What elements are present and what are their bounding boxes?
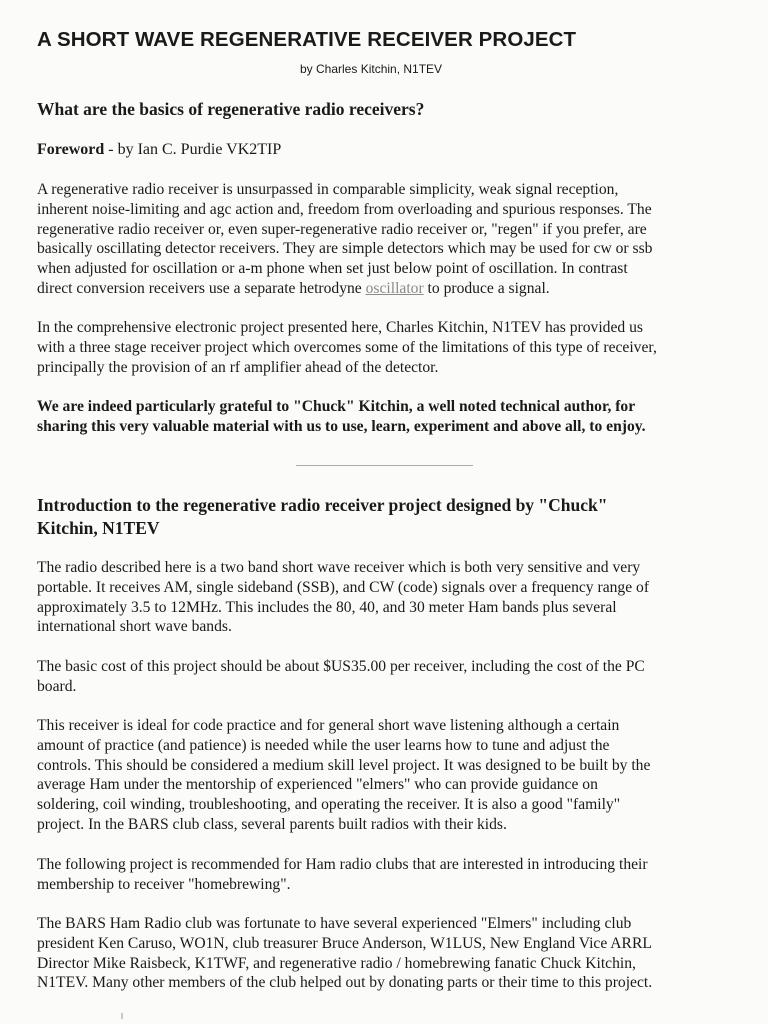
paragraph-project-summary	[37, 318, 752, 377]
text-line: principally the provision of an rf amplifier ahead of the detector.	[37, 358, 439, 376]
text-line: controls. This should be considered a medium skill level project. It was designed to be built by the	[37, 756, 651, 774]
text-line: The radio described here is a two band short wave receiver which is both very sensitive and very	[37, 559, 641, 576]
paragraph-regen-intro	[37, 180, 752, 299]
text-line: amount of practice (and patience) is needed while the user learns how to tune and adjust the	[37, 736, 610, 754]
section-divider	[296, 465, 473, 466]
text-line: when adjusted for oscillation or a-m phone when set just below point of oscillation. In contrast	[37, 260, 628, 278]
text-line: board.	[37, 677, 77, 695]
text-line: Director Mike Raisbeck, K1TWF, and regenerative radio / homebrewing fanatic Chuck Kitchin,	[37, 954, 636, 972]
text-line: inherent noise-limiting and agc action and, freedom from overloading and spurious responses. The	[37, 200, 652, 218]
text-line: In the comprehensive electronic project presented here, Charles Kitchin, N1TEV has provided us	[37, 319, 643, 336]
section-heading-basics: What are the basics of regenerative radio receivers?	[37, 99, 425, 119]
text-line: with a three stage receiver project which overcomes some of the limitations of this type of receiver,	[37, 338, 657, 356]
text-line: The basic cost of this project should be about $US35.00 per receiver, including the cost of the PC	[37, 658, 645, 675]
text-line: N1TEV. Many other members of the club helped out by donating parts or their time to this project.	[37, 974, 653, 992]
text-line: sharing this very valuable material with us to use, learn, experiment and above all, to enjoy.	[37, 417, 646, 435]
foreword-author: - by Ian C. Purdie VK2TIP	[104, 141, 282, 158]
paragraph-skill-level	[37, 716, 752, 835]
text-line: We are indeed particularly grateful to "Chuck" Kitchin, a well noted technical author, for	[37, 398, 636, 415]
text-line: membership to receiver "homebrewing".	[37, 875, 291, 893]
text-line: president Ken Caruso, WO1N, club treasurer Bruce Anderson, W1LUS, New England Vice ARRL	[37, 934, 652, 952]
paragraph-cost	[37, 657, 752, 697]
text-line: approximately 3.5 to 12MHz. This includes the 80, 40, and 30 meter Ham bands plus several	[37, 598, 617, 616]
text-line: soldering, coil winding, troubleshooting, and operating the receiver. It is also a good "family"	[37, 796, 621, 814]
text-line: A regenerative radio receiver is unsurpassed in comparable simplicity, weak signal reception,	[37, 181, 619, 198]
text-line: portable. It receives AM, single sideband (SSB), and CW (code) signals over a frequency range of	[37, 578, 650, 596]
paragraph-club-recommendation	[37, 855, 752, 895]
paragraph-radio-description	[37, 558, 752, 637]
text-fragment: direct conversion receivers use a separate hetrodyne	[37, 279, 366, 297]
text-line: basically oscillating detector receivers. They are simple detectors which may be used for cw or ssb	[37, 240, 653, 258]
scan-speck	[121, 1013, 123, 1019]
heading-line: Kitchin, N1TEV	[37, 518, 160, 538]
paragraph-elmers	[37, 914, 752, 993]
paragraph-acknowledgement	[37, 397, 752, 437]
text-line: This receiver is ideal for code practice and for general short wave listening although a certain	[37, 717, 620, 734]
heading-line: Introduction to the regenerative radio receiver project designed by "Chuck"	[37, 495, 608, 515]
foreword-label: Foreword	[37, 141, 105, 158]
text-line: regenerative radio receiver or, even super-regenerative radio receiver or, "regen" if you prefer, are	[37, 220, 647, 238]
text-line: The following project is recommended for Ham radio clubs that are interested in introducing their	[37, 856, 648, 873]
section-heading-introduction	[37, 494, 737, 540]
oscillator-link[interactable]: oscillator	[365, 279, 424, 297]
document-title: A SHORT WAVE REGENERATIVE RECEIVER PROJECT	[37, 28, 577, 51]
byline: by Charles Kitchin, N1TEV	[300, 62, 443, 76]
text-line: The BARS Ham Radio club was fortunate to have several experienced "Elmers" including club	[37, 915, 632, 932]
text-line: average Ham under the mentorship of experienced "elmers" who can provide guidance on	[37, 776, 598, 794]
foreword-line	[37, 141, 281, 159]
text-line: international short wave bands.	[37, 618, 232, 636]
text-line: project. In the BARS club class, several parents built radios with their kids.	[37, 815, 507, 833]
text-line	[37, 279, 752, 299]
text-fragment: to produce a signal.	[423, 279, 550, 297]
